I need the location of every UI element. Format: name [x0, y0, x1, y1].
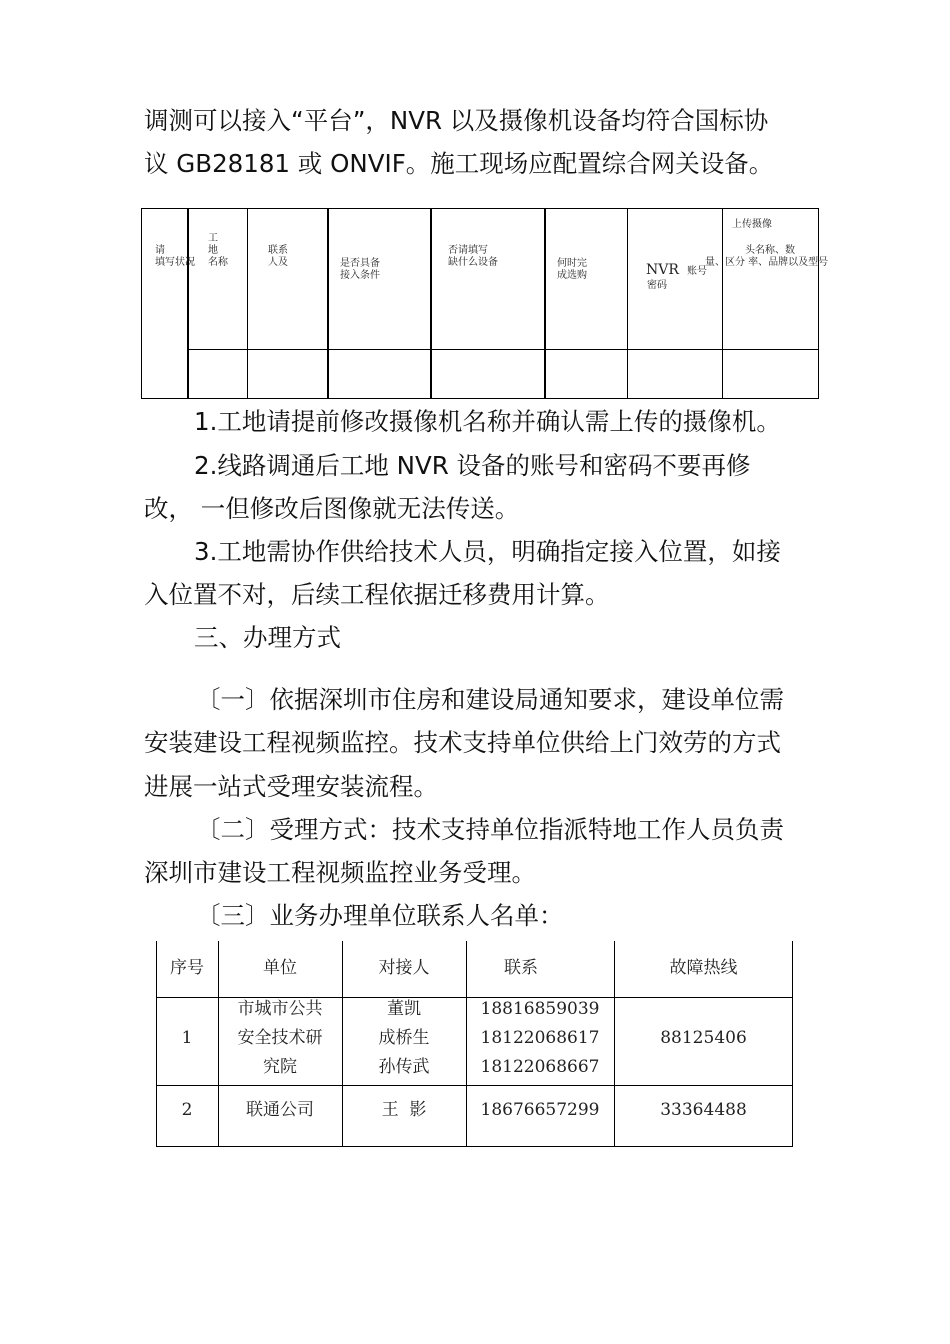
note-3: 3.工地需协作供给技术人员，明确指定接入位置，如接	[194, 537, 781, 566]
table-divider	[187, 209, 189, 398]
header-cell: 单位	[263, 958, 297, 978]
form-table	[141, 208, 829, 399]
header-cell: 故障热线	[669, 958, 738, 978]
phone-number: 18122068667	[480, 1057, 600, 1077]
row-number: 2	[181, 1100, 193, 1120]
note-2-cont: 改， 一但修改后图像就无法传送。	[144, 494, 520, 523]
header-cell: 对接人	[378, 958, 430, 978]
contact-person: 董凯	[387, 999, 421, 1019]
form-col-account: 账号	[687, 266, 707, 277]
note-3-cont: 入位置不对，后续工程依据迁移费用计算。	[144, 580, 610, 609]
note-2: 2.线路调通后工地 NVR 设备的账号和密码不要再修	[194, 451, 751, 480]
table-divider	[627, 209, 628, 398]
paragraph-line: 〔二〕受理方式：技术支持单位指派特地工作人员负责	[196, 815, 784, 844]
contact-person: 孙传武	[378, 1057, 430, 1077]
paragraph-line: 议 GB28181 或 ONVIF。施工现场应配置综合网关设备。	[144, 149, 774, 178]
paragraph-line: 进展一站式受理安装流程。	[144, 772, 438, 801]
form-col-upload-line: 量、区分 率、品牌以及型号	[705, 257, 829, 268]
hotline: 88125406	[660, 1028, 747, 1048]
form-col-conditions: 是否具备 接入条件	[340, 258, 380, 281]
phone-number: 18816859039	[480, 999, 600, 1019]
form-col-contact: 联系 人及	[268, 245, 288, 268]
form-col-nvr: NVR	[646, 262, 679, 278]
header-cell: 联系	[504, 958, 538, 978]
form-col-missing-equipment: 否请填写 缺什么设备	[448, 245, 498, 268]
unit-cell: 联通公司	[246, 1100, 314, 1120]
contact-person: 成桥生	[378, 1028, 430, 1048]
form-col-upload-title: 上传摄像	[732, 219, 772, 230]
paragraph-line: 深圳市建设工程视频监控业务受理。	[144, 858, 536, 887]
form-col-site-name: 工 地 名称	[208, 233, 228, 268]
table-divider	[430, 209, 432, 398]
section-heading: 三、办理方式	[194, 623, 341, 652]
table-divider	[722, 209, 723, 398]
form-col-password: 密码	[647, 280, 667, 291]
phone-number: 18676657299	[480, 1100, 600, 1120]
row-number: 1	[181, 1028, 193, 1048]
table-row-divider	[156, 1085, 793, 1086]
table-divider	[327, 209, 329, 398]
hotline: 33364488	[660, 1100, 747, 1120]
table-row-divider	[187, 349, 818, 350]
unit-cell: 究院	[263, 1057, 297, 1077]
form-col-purchase-time: 何时完 成选购	[557, 258, 587, 281]
paragraph-line: 安装建设工程视频监控。技术支持单位供给上门效劳的方式	[144, 728, 781, 757]
unit-cell: 市城市公共	[237, 999, 323, 1019]
form-col-upload-line: 头名称、数	[745, 245, 795, 256]
table-divider	[247, 209, 248, 398]
paragraph-line: 调测可以接入“平台”，NVR 以及摄像机设备均符合国标协	[144, 106, 769, 135]
contact-person: 王 影	[381, 1100, 427, 1120]
phone-number: 18122068617	[480, 1028, 600, 1048]
note-1: 1.工地请提前修改摄像机名称并确认需上传的摄像机。	[194, 407, 781, 436]
table-divider	[544, 209, 546, 398]
form-col-status: 请 填写状况	[155, 245, 195, 268]
contact-table	[156, 941, 793, 1147]
unit-cell: 安全技术研	[237, 1028, 323, 1048]
paragraph-line: 〔三〕业务办理单位联系人名单：	[196, 901, 564, 930]
header-cell: 序号	[170, 958, 204, 978]
paragraph-line: 〔一〕依据深圳市住房和建设局通知要求，建设单位需	[196, 685, 784, 714]
